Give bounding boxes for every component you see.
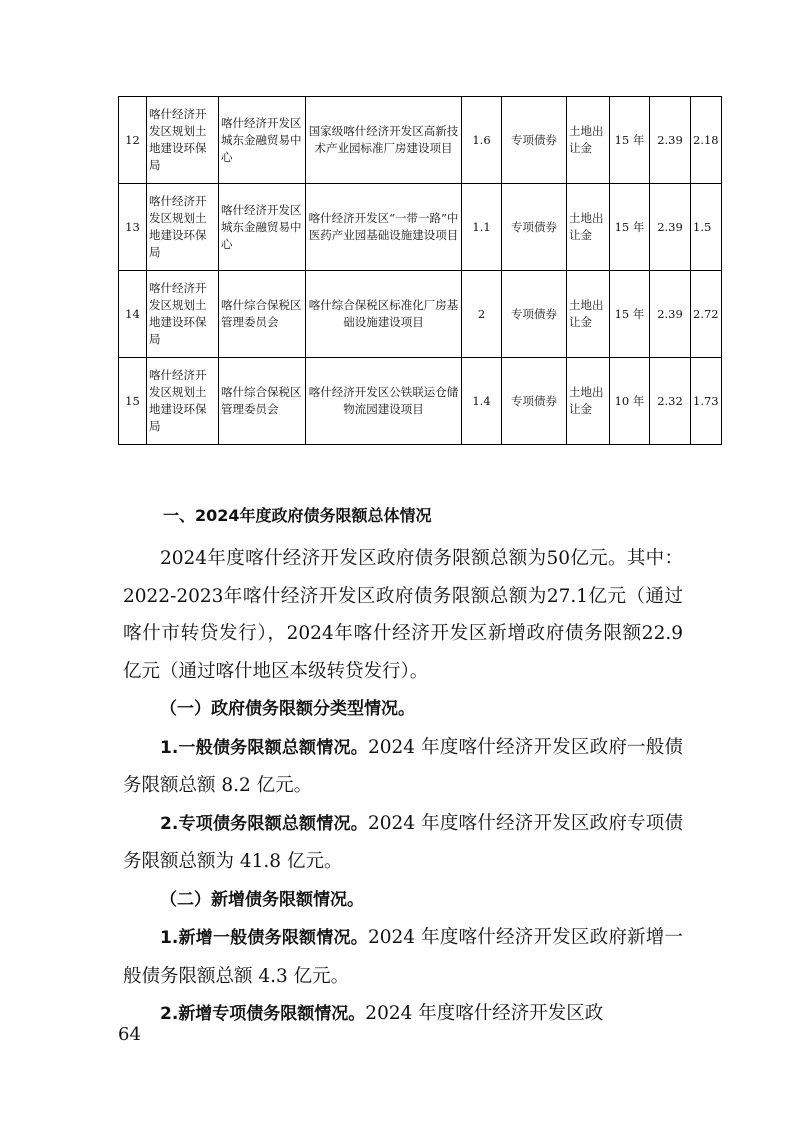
row-number: 13	[119, 184, 147, 271]
amount-cell: 1.1	[462, 184, 502, 271]
unit-cell: 喀什综合保税区管理委员会	[219, 271, 306, 358]
item-title: 1.新增一般债务限额情况。	[160, 928, 368, 948]
rate-cell: 2.39	[650, 97, 691, 184]
repayment-source-cell: 土地出让金	[567, 184, 610, 271]
paragraph	[123, 919, 683, 995]
paragraph	[123, 995, 683, 1034]
bond-type-cell: 专项债券	[502, 271, 567, 358]
item-title: 2.新增专项债务限额情况。	[160, 1004, 366, 1024]
subsection-title: （二）新增债务限额情况。	[160, 889, 364, 910]
item-text: 2024 年度喀什经济开发区政府专项债务限额总额为 41.8 亿元。	[123, 812, 683, 872]
value-cell: 2.72	[691, 271, 722, 358]
subsection-heading	[123, 690, 683, 729]
value-cell: 1.73	[691, 358, 722, 445]
paragraph	[123, 805, 683, 881]
project-cell: 喀什经济开发区“一带一路”中医药产业园基础设施建设项目	[306, 184, 462, 271]
rate-cell: 2.39	[650, 271, 691, 358]
amount-cell: 1.4	[462, 358, 502, 445]
amount-cell: 2	[462, 271, 502, 358]
department-cell: 喀什经济开发区规划土地建设环保局	[147, 97, 219, 184]
department-cell: 喀什经济开发区规划土地建设环保局	[147, 184, 219, 271]
subsection-title: （一）政府债务限额分类型情况。	[160, 699, 415, 719]
subsection-heading	[123, 881, 683, 920]
term-cell: 15 年	[610, 97, 650, 184]
paragraph	[123, 729, 683, 805]
unit-cell: 喀什综合保税区管理委员会	[219, 358, 306, 445]
row-number: 14	[119, 271, 147, 358]
table-row	[119, 184, 722, 271]
row-number: 12	[119, 97, 147, 184]
repayment-source-cell: 土地出让金	[567, 271, 610, 358]
bond-type-cell: 专项债券	[502, 97, 567, 184]
amount-cell: 1.6	[462, 97, 502, 184]
value-cell: 2.18	[691, 97, 722, 184]
overview-paragraph: 2024年度喀什经济开发区政府债务限额总额为50亿元。其中：2022-2023年喀什经济开发区政府债务限额总额为27.1亿元（通过喀什市转贷发行），2024年喀什经济开发区新增政府债务限额22.9亿元（通过喀什地区本级转贷发行）。	[123, 548, 683, 682]
rate-cell: 2.32	[650, 358, 691, 445]
bond-type-cell: 专项债券	[502, 358, 567, 445]
item-title: 1.一般债务限额总额情况。	[160, 737, 368, 758]
table-row	[119, 358, 722, 445]
rate-cell: 2.39	[650, 184, 691, 271]
row-number: 15	[119, 358, 147, 445]
term-cell: 15 年	[610, 271, 650, 358]
section-body	[123, 540, 683, 1034]
project-cell: 国家级喀什经济开发区高新技术产业园标准厂房建设项目	[306, 97, 462, 184]
table-row	[119, 97, 722, 184]
unit-cell: 喀什经济开发区城东金融贸易中心	[219, 184, 306, 271]
value-cell: 1.5	[691, 184, 722, 271]
section-heading: 一、2024年度政府债务限额总体情况	[163, 506, 432, 525]
item-title: 2.专项债务限额总额情况。	[160, 813, 368, 834]
project-cell: 喀什经济开发区公铁联运仓储物流园建设项目	[306, 358, 462, 445]
department-cell: 喀什经济开发区规划土地建设环保局	[147, 358, 219, 445]
table-row	[119, 271, 722, 358]
debt-project-table	[118, 96, 722, 445]
project-cell: 喀什综合保税区标准化厂房基础设施建设项目	[306, 271, 462, 358]
department-cell: 喀什经济开发区规划土地建设环保局	[147, 271, 219, 358]
unit-cell: 喀什经济开发区城东金融贸易中心	[219, 97, 306, 184]
term-cell: 10 年	[610, 358, 650, 445]
term-cell: 15 年	[610, 184, 650, 271]
item-text: 2024 年度喀什经济开发区政府新增一般债务限额总额 4.3 亿元。	[123, 927, 683, 987]
item-text: 2024 年度喀什经济开发区政	[365, 1003, 604, 1024]
repayment-source-cell: 土地出让金	[567, 358, 610, 445]
page-number: 64	[118, 1024, 141, 1045]
repayment-source-cell: 土地出让金	[567, 97, 610, 184]
item-text: 2024 年度喀什经济开发区政府一般债务限额总额 8.2 亿元。	[123, 736, 683, 796]
bond-type-cell: 专项债券	[502, 184, 567, 271]
